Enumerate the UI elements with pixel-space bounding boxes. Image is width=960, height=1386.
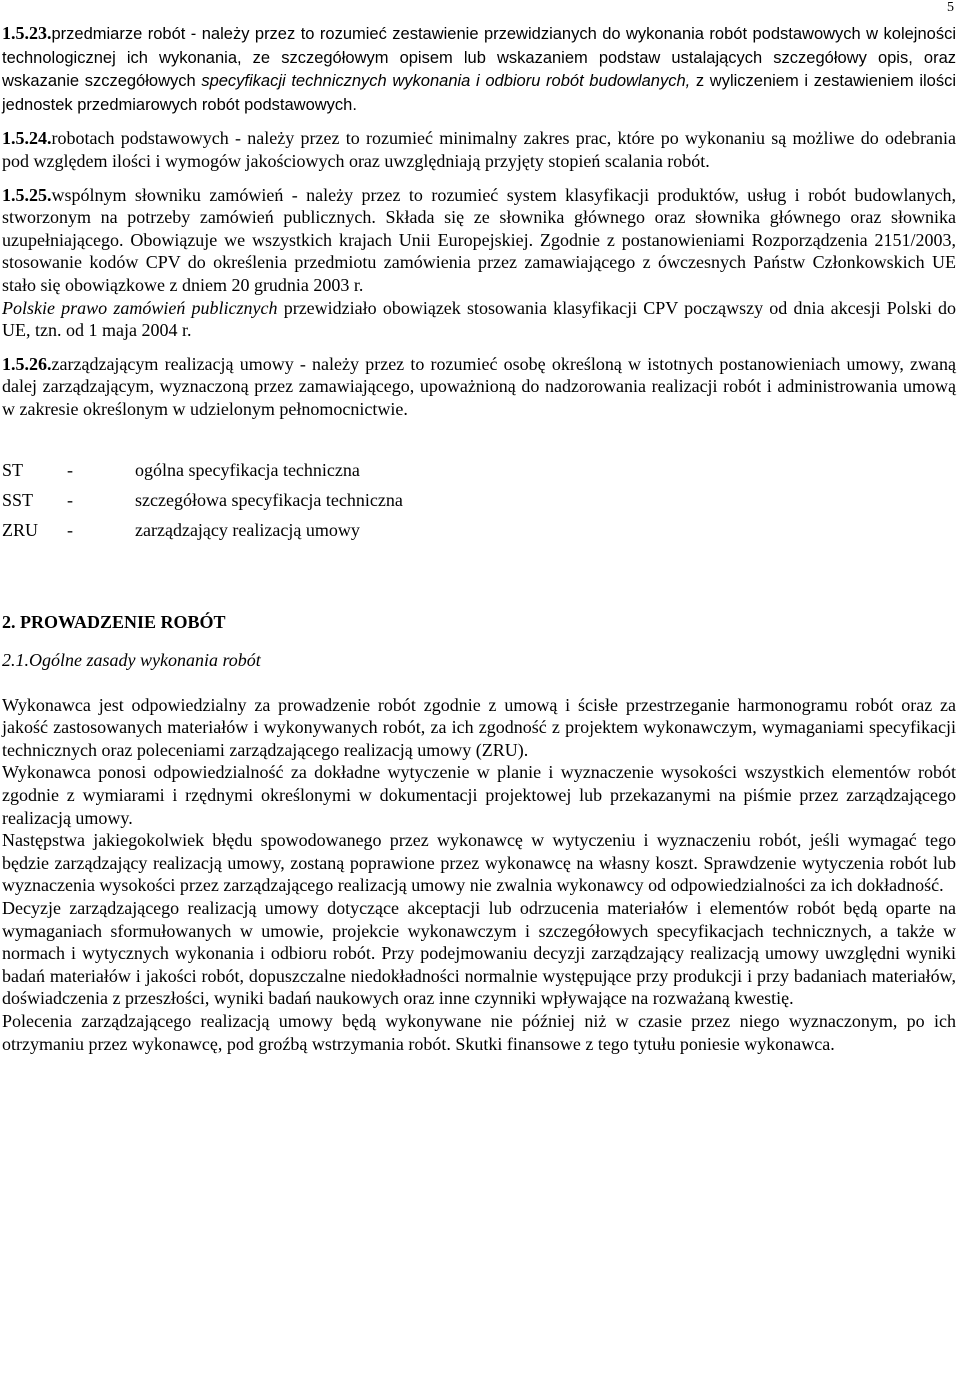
page-number: 5 [947,0,954,15]
paragraph: Wykonawca jest odpowiedzialny za prowadzenie robót zgodnie z umową i ścisłe przestrzeganie harmonogramu robót oraz za jakość zastosowanych materiałów i wykonywanych robót, za ich zgodność z projektem wykonawczym, wymaganiami specyfikacji technicznych oraz poleceniami zarządzającego realizacją umowy (ZRU). [2,694,956,760]
definition-text: robotach podstawowych - należy przez to rozumieć minimalny zakres prac, które po wykonaniu są możliwe do odebrania pod względem ilości i wymogów jakościowych oraz uwzględniają przyjęty stopień scalania robót. [2,128,956,171]
definition-text: wspólnym słowniku zamówień - należy przez to rozumieć system klasyfikacji produktów, usług i robót budowlanych, stworzonym na potrzeby zamówień publicznych. Składa się ze słownika głównego oraz słownika głównego oraz słownika uzupełniającego. Obowiązuje we wszystkich krajach Unii Europejskiej. Zgodnie z postanowieniami Rozporządzenia 2151/2003, stosowanie kodów CPV do określenia przedmiotu zamówienia przez zamawiającego z ówczesnych Państw Członkowskich UE stało się obowiązkowe z dniem 20 grudnia 2003 r. [2,184,956,295]
definition-number: 1.5.24. [2,128,52,149]
definition-text: zarządzającym realizacją umowy - należy przez to rozumieć osobę określoną w istotnych postanowieniach umowy, zwaną dalej zarządzającym, wyznaczoną przez zamawiającego, upoważnioną do nadzorowania realizacji robót i administrowania umową w zakresie określonym w udzielonym pełnomocnictwie. [2,353,956,419]
definition-1-5-26 [2,353,956,421]
abbreviation-code: ZRU [2,519,38,540]
definition-text-end: z wyliczeniem i zestawieniem ilości jednostek przedmiarowych robót podstawowych. [2,72,956,114]
abbreviation-row [2,489,403,519]
paragraph: Polecenia zarządzającego realizacją umowy będą wykonywane nie później niż w czasie przez niego wyznaczonym, po ich otrzymaniu przez wykonawcę, pod groźbą wstrzymania robót. Skutki finansowe z tego tytułu poniesie wykonawca. [2,1011,956,1054]
paragraph: Decyzje zarządzającego realizacją umowy dotyczące akceptacji lub odrzucenia materiałów i elementów robót będą oparte na wymaganiach sformułowanych w umowie, projekcie wykonawczym i szczegółowych specyfikacjach technicznych, a także w normach i wytycznych wykonania i odbioru robót. Przy podejmowaniu decyzji zarządzający realizacją umowy uwzględni wyniki badań materiałów i jakości robót, dopuszczalne niedokładności normalnie występujące przy produkcji i przy badaniach materiałów, doświadczenia z przeszłości, wyniki badań naukowych oraz inne czynniki wpływające na rozważaną kwestię. [2,898,956,1009]
definition-number: 1.5.26. [2,353,52,374]
definition-1-5-25 [2,184,956,297]
abbreviation-code: ST [2,459,24,480]
abbreviation-dash: - [67,519,73,540]
definition-1-5-24 [2,127,956,172]
definition-text: przedmiarze robót - należy przez to rozumieć zestawienie przewidzianych do wykonania robót podstawowych w kolejności technologicznej ich wykonania, ze szczegółowym opisem lub wskazaniem podstaw ustalających szczegółowy opis, oraz wskazanie szczegółowych [2,25,956,91]
document-body [2,22,956,1055]
definition-1-5-23 [2,22,956,116]
definition-number: 1.5.23. [2,23,52,43]
section-body [2,694,956,1056]
abbreviation-dash: - [67,459,73,480]
abbreviation-meaning: szczegółowa specyfikacja techniczna [135,489,403,510]
definition-1-5-25-continued [2,297,956,342]
abbreviation-row [2,459,403,489]
definition-number: 1.5.25. [2,184,52,205]
abbreviation-row [2,519,403,549]
abbreviation-meaning: zarządzający realizacją umowy [135,519,360,540]
law-title: Polskie prawo zamówień publicznych [2,297,278,318]
section-heading: 2. PROWADZENIE ROBÓT [2,611,226,632]
abbreviations-table [2,459,403,549]
paragraph: Wykonawca ponosi odpowiedzialność za dokładne wytyczenie w planie i wyznaczenie wysokości wszystkich elementów robót zgodnie z wymiarami i rzędnymi określonymi w dokumentacji projektowej lub przekazanymi na piśmie przez zarządzającego realizacją umowy. [2,762,956,828]
subsection-heading: 2.1.Ogólne zasady wykonania robót [2,650,261,671]
abbreviation-dash: - [67,489,73,510]
definition-text-end: przewidziało obowiązek stosowania klasyfikacji CPV począwszy od dnia akcesji Polski do UE, tzn. od 1 maja 2004 r. [2,297,957,341]
paragraph: Następstwa jakiegokolwiek błędu spowodowanego przez wykonawcę w wytyczeniu i wyznaczeniu robót, jeśli wymagać tego będzie zarządzający realizacją umowy, zostaną poprawione przez wykonawcę na własny koszt. Sprawdzenie wytyczenia robót lub wyznaczenia wysokości przez zarządzającego realizacją umowy nie zwalnia wykonawcy od odpowiedzialności za ich dokładność. [2,830,956,896]
definition-italic-text: specyfikacji technicznych wykonania i odbioru robót budowlanych, [201,72,691,91]
abbreviation-code: SST [2,489,34,510]
abbreviation-meaning: ogólna specyfikacja techniczna [135,459,360,480]
